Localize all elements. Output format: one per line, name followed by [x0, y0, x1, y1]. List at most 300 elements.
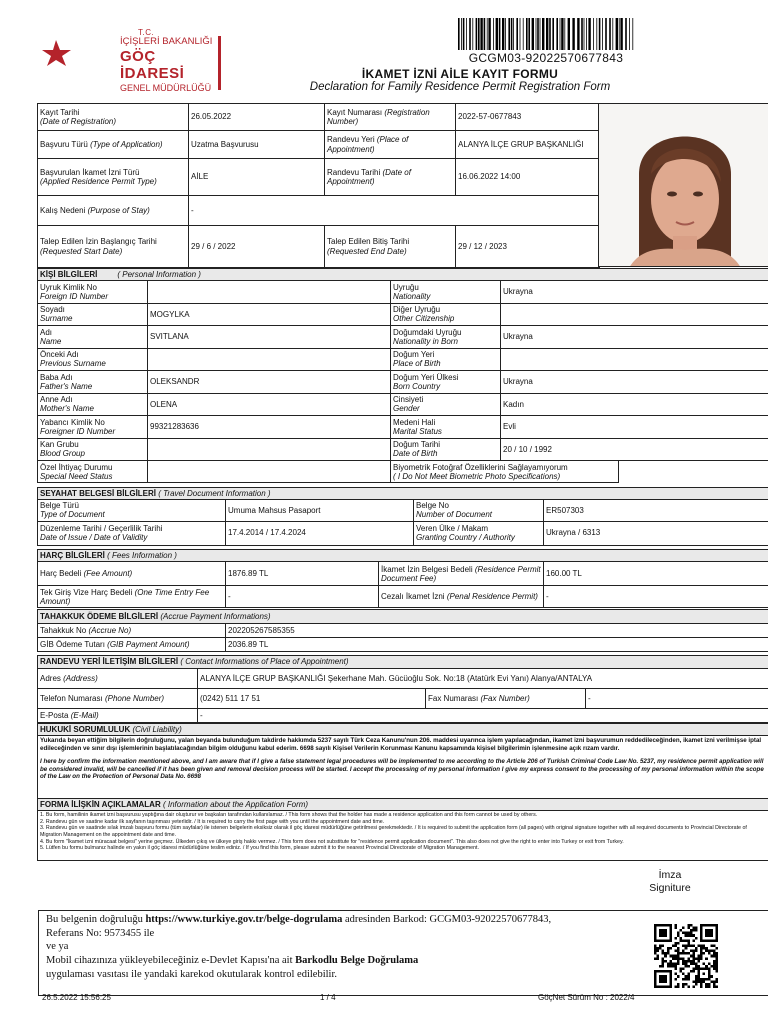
personal-right-label: Doğum Yeri Place of Birth [391, 348, 501, 371]
qr-module [700, 957, 703, 960]
qr-module [703, 962, 706, 965]
qr-module [703, 952, 706, 955]
contact-table [37, 655, 768, 723]
personal-label: Kan Grubu Blood Group [38, 438, 148, 461]
page-title: İKAMET İZNİ AİLE KAYIT FORMU [361, 67, 559, 81]
phone-label: Telefon Numarası (Phone Number) [38, 689, 198, 709]
qr-module [692, 927, 695, 930]
qr-module [685, 939, 688, 942]
qr-module [708, 985, 711, 988]
qr-module [687, 952, 690, 955]
signature-label [640, 869, 700, 895]
personal-value: OLEKSANDR [148, 371, 391, 394]
qr-module [692, 960, 695, 963]
qr-module [680, 957, 683, 960]
qr-module [654, 952, 657, 955]
barcode-bar [532, 18, 534, 50]
qr-module [677, 960, 680, 963]
qr-module [659, 975, 667, 983]
personal-value [148, 348, 391, 371]
qr-module [659, 944, 662, 947]
civil-liability-header: HUKUKİ SORUMLULUK (Civil Liability) [38, 724, 768, 736]
qr-module [692, 985, 695, 988]
qr-module [654, 957, 657, 960]
accrual-row [38, 638, 768, 652]
qr-module [657, 947, 660, 950]
footer-datetime: 26.5.2022 15:56:25 [42, 993, 111, 1002]
barcode [458, 18, 634, 50]
personal-value: SVITLANA [148, 326, 391, 349]
barcode-bar [599, 18, 601, 50]
app-type-value: Uzatma Başvurusu [189, 131, 325, 159]
form-info-item: 3. Randevu gün ve saatinde sılak imzalı başvuru formu (tüm sayfalar) ile istenen belgelerin eksiksiz olarak il göç idaresi müdürlüğüne getirilmesi gerekmektedir. / It is required to submit the application form (all pages) with original signature together with all required documents to Provincial Directorate of Migration Management on the appointment date and time. [40, 825, 747, 839]
barcode-number: GCGM03-92022570677843 [468, 51, 624, 65]
qr-module [672, 962, 675, 965]
doc-type-label: Belge Türü Type of Document [38, 500, 226, 521]
qr-module [692, 962, 695, 965]
barcode-bar [556, 18, 558, 50]
doc-type-value: Umuma Mahsus Pasaport [226, 500, 414, 521]
barcode-bar [528, 18, 530, 50]
qr-module [674, 962, 677, 965]
qr-module [659, 965, 662, 968]
qr-module [674, 985, 677, 988]
qr-module [692, 957, 695, 960]
form-info-item: 4. Bu form "İkamet izni müracaat belgesi" yerine geçmez. Ülkeden çıkış ve ülkeye giriş hakkı vermez. / This form does not substitute for "residence permit application document". This also does not give the right to enter into Turkey or exit from Turkey. [40, 838, 624, 845]
qr-module [695, 975, 698, 978]
personal-right-value: 20 / 10 / 1992 [501, 438, 768, 461]
personal-right-value: Ukrayna [501, 326, 768, 349]
qr-module [705, 947, 708, 950]
doc-no-value: ER507303 [544, 500, 768, 521]
personal-right-label: Diğer Uyruğu Other Citizenship [391, 303, 501, 326]
personal-info-row [38, 371, 768, 394]
personal-info-rows [38, 281, 768, 461]
personal-right-label: Medeni Hali Marital Status [391, 416, 501, 439]
qr-module [695, 983, 698, 986]
appt-date-label: Randevu Tarihi (Date of Appointment) [325, 159, 456, 196]
qr-module [698, 955, 701, 958]
verify-app-name: Barkodlu Belge Doğrulama [295, 954, 419, 966]
barcode-bar [516, 18, 518, 50]
civil-liability-tr: Yukarıda beyan ettiğim bilgilerin doğruluğunu, yalan beyanda bulunduğum takdirde hakkımda 5237 sayılı Türk Ceza Kanunu'nun 206. maddesi uyarınca işlem yapılacağından, ikamet izni başvurumun reddedileceğinden, ikamet izni verilmişse iptal edileceğinden ve sınır dışı işlemlerinin başlatılacağından bilgim olduğunu kabul ederim. 6698 sayılı Kişisel Verilerin Korunması Kanunu kapsamında kişisel bilgilerimin işlenmesine açık rızam vardır. [40, 737, 762, 752]
barcode-bar [488, 18, 490, 50]
qr-module [669, 955, 672, 958]
barcode-bar [508, 18, 510, 50]
qr-module [687, 978, 690, 981]
qr-module [690, 955, 693, 958]
barcode-bar [620, 18, 622, 50]
qr-module [669, 962, 672, 965]
qr-module [700, 980, 703, 983]
barcode-bar [542, 18, 544, 50]
qr-module [685, 947, 688, 950]
qr-module [695, 978, 698, 981]
penal-value: - [544, 586, 768, 608]
qr-module [682, 939, 685, 942]
qr-module [682, 950, 685, 953]
qr-module [659, 929, 667, 937]
qr-module [672, 955, 675, 958]
qr-module [713, 955, 716, 958]
qr-module [690, 944, 693, 947]
accrual-row [38, 624, 768, 638]
fax-value: - [586, 689, 768, 709]
qr-module [654, 950, 657, 953]
barcode-bar [568, 18, 570, 50]
qr-module [682, 952, 685, 955]
qr-module [687, 960, 690, 963]
barcode-bar [513, 18, 514, 50]
barcode-bar [616, 18, 618, 50]
doc-fee-value: 160.00 TL [544, 562, 768, 586]
accrual-header: TAHAKKUK ÖDEME BİLGİLERİ (Accrue Payment Informations) [38, 610, 768, 624]
civil-liability-row [38, 736, 768, 808]
barcode-bar [561, 18, 563, 50]
barcode-bar [564, 18, 565, 50]
logo-line-3: GÖÇ İDARESİ [120, 48, 185, 83]
footer-version: GöçNet Sürüm No : 2022/4 [538, 993, 635, 1002]
qr-module [664, 960, 667, 963]
form-info-item: 2. Randevu gün ve saatine kadar ilk sayfanın taşınması yeterlidir. / It is required to carry the first page with you until the appointment date and time. [40, 818, 385, 825]
qr-module [674, 957, 677, 960]
barcode-bar [625, 18, 627, 50]
qr-module [708, 983, 711, 986]
barcode-bar [549, 18, 551, 50]
barcode-bar [596, 18, 597, 50]
qr-module [657, 955, 660, 958]
barcode-bar [472, 18, 473, 50]
qr-module [692, 950, 695, 953]
qr-module [698, 957, 701, 960]
barcode-bar [461, 18, 462, 50]
place-label: Randevu Yeri (Place of Appointment) [325, 131, 456, 159]
country-value: Ukrayna / 6313 [544, 521, 768, 545]
barcode-bar [536, 18, 537, 50]
qr-module [700, 950, 703, 953]
qr-module [692, 939, 695, 942]
qr-module [687, 985, 690, 988]
qr-code [654, 924, 718, 988]
qr-module [692, 970, 695, 973]
qr-module [715, 952, 718, 955]
barcode-bar [581, 18, 583, 50]
qr-module [695, 927, 698, 930]
barcode-bar [572, 18, 574, 50]
registration-table [37, 103, 600, 268]
verify-text-2: adresinden Barkod: GCGM03-92022570677843, [342, 914, 552, 925]
qr-module [672, 965, 675, 968]
qr-module [682, 962, 685, 965]
qr-module [667, 950, 670, 953]
qr-module [700, 944, 703, 947]
qr-module [667, 962, 670, 965]
special-need-value [148, 461, 391, 483]
qr-module [715, 947, 718, 950]
contact-row [38, 709, 768, 723]
qr-module [674, 965, 677, 968]
qr-module [713, 968, 716, 971]
qr-module [667, 947, 670, 950]
registration-row [38, 104, 600, 131]
qr-module [674, 950, 677, 953]
qr-module [703, 944, 706, 947]
qr-module [682, 985, 685, 988]
qr-module [677, 957, 680, 960]
personal-right-value: Evli [501, 416, 768, 439]
start-date-value: 29 / 6 / 2022 [189, 226, 325, 268]
qr-module [710, 980, 713, 983]
personal-right-label: Cinsiyeti Gender [391, 393, 501, 416]
qr-module [687, 965, 690, 968]
qr-module [682, 973, 685, 976]
travel-doc-row [38, 521, 768, 545]
qr-module [695, 980, 698, 983]
fees-header: HARÇ BİLGİLERİ ( Fees Information ) [38, 550, 768, 562]
qr-module [685, 962, 688, 965]
barcode-bar [526, 18, 528, 50]
doc-no-label: Belge No Number of Document [414, 500, 544, 521]
barcode-bar [499, 18, 501, 50]
verification-link[interactable]: https://www.turkiye.gov.tr/belge-dogrulama [145, 914, 343, 925]
applicant-photo [598, 103, 768, 267]
personal-label: Uyruk Kimlik No Foreign ID Number [38, 281, 148, 304]
personal-value [148, 438, 391, 461]
barcode-bar [493, 18, 494, 50]
phone-value: (0242) 511 17 51 [198, 689, 426, 709]
qr-module [682, 932, 685, 935]
personal-label: Adı Name [38, 326, 148, 349]
qr-module [690, 934, 693, 937]
qr-module [669, 965, 672, 968]
qr-module [695, 957, 698, 960]
qr-module [677, 955, 680, 958]
qr-module [715, 968, 718, 971]
permit-type-label: Başvurulan İkamet İzni Türü (Applied Residence Permit Type) [38, 159, 189, 196]
qr-module [713, 985, 716, 988]
start-date-label: Talep Edilen İzin Başlangıç Tarihi (Requested Start Date) [38, 226, 189, 268]
qr-module [690, 932, 693, 935]
qr-module [682, 978, 685, 981]
verify-text-3: Mobil cihazınıza yükleyebileceğiniz e-Devlet Kapısı'na ait [46, 954, 296, 966]
qr-module [700, 947, 703, 950]
payment-amount-label: GİB Ödeme Tutarı (GIB Payment Amount) [38, 638, 226, 652]
qr-module [662, 962, 665, 965]
qr-module [654, 947, 657, 950]
qr-module [700, 955, 703, 958]
barcode-bar [546, 18, 548, 50]
appt-date-value: 16.06.2022 14:00 [456, 159, 600, 196]
qr-module [687, 927, 690, 930]
qr-module [685, 932, 688, 935]
qr-module [677, 975, 680, 978]
qr-module [715, 962, 718, 965]
qr-module [690, 950, 693, 953]
barcode-bar [511, 18, 513, 50]
page-subtitle: Declaration for Family Residence Permit Registration Form [309, 81, 611, 93]
contact-header: RANDEVU YERİ İLETİŞİM BİLGİLERİ ( Contact Informations of Place of Appointment) [38, 656, 768, 669]
qr-module [664, 952, 667, 955]
qr-module [710, 944, 713, 947]
qr-module [657, 957, 660, 960]
qr-module [662, 944, 665, 947]
qr-module [687, 957, 690, 960]
qr-module [667, 952, 670, 955]
qr-module [680, 939, 683, 942]
qr-module [674, 924, 677, 927]
qr-module [690, 924, 693, 927]
qr-module [687, 944, 690, 947]
barcode-bar [496, 18, 498, 50]
qr-module [677, 947, 680, 950]
qr-module [692, 929, 695, 932]
qr-module [654, 944, 657, 947]
qr-module [695, 965, 698, 968]
personal-value: MOGYLKA [148, 303, 391, 326]
qr-module [705, 985, 708, 988]
qr-module [715, 970, 718, 973]
barcode-bar [584, 18, 585, 50]
qr-module [715, 955, 718, 958]
address-value: ALANYA İLÇE GRUP BAŞKANLIĞI Şekerhane Mah. Gücüoğlu Sok. No:18 (Atatürk Evi Yanı) Alanya/ANTALYA [198, 669, 768, 689]
personal-right-value: Ukrayna [501, 371, 768, 394]
form-info-item: 5. Lütfen bu formu bulmanız halinde en yakın il göç idaresi müdürlüğüne teslim ediniz. / If you find this form, please submit it to the nearest Provincial Directorate of Migration Management. [40, 845, 479, 852]
verify-or: ve ya [46, 941, 69, 953]
personal-info-row [38, 303, 768, 326]
barcode-bar [540, 18, 541, 50]
barcode-bar [505, 18, 506, 50]
qr-module [700, 983, 703, 986]
form-info-row [38, 811, 768, 861]
accrue-no-value: 202205267585355 [226, 624, 768, 638]
barcode-bar [520, 18, 521, 50]
registration-row [38, 226, 600, 268]
qr-module [682, 957, 685, 960]
qr-module [682, 983, 685, 986]
star-icon [42, 40, 71, 66]
logo-line-2: İÇİŞLERİ BAKANLIĞI [120, 36, 213, 48]
personal-label: Anne Adı Mother's Name [38, 393, 148, 416]
barcode-bar [523, 18, 524, 50]
personal-label: Önceki Adı Previous Surname [38, 348, 148, 371]
qr-module [695, 962, 698, 965]
qr-module [705, 929, 713, 937]
barcode-bar [586, 18, 587, 50]
registration-row [38, 159, 600, 196]
qr-module [667, 965, 670, 968]
qr-module [703, 973, 706, 976]
barcode-bar [469, 18, 471, 50]
accrual-header-row [38, 610, 768, 624]
portrait-image [599, 104, 768, 267]
qr-module [705, 957, 708, 960]
personal-label: Baba Adı Father's Name [38, 371, 148, 394]
footer-page: 1 / 4 [320, 993, 336, 1002]
qr-module [680, 929, 683, 932]
form-info-list [38, 811, 768, 861]
travel-doc-header: SEYAHAT BELGESİ BİLGİLERİ ( Travel Document Information ) [38, 488, 768, 500]
personal-right-label: Doğumdaki Uyruğu Nationality in Born [391, 326, 501, 349]
qr-module [708, 962, 711, 965]
barcode-bar [629, 18, 630, 50]
personal-right-value: Ukrayna [501, 281, 768, 304]
qr-module [682, 960, 685, 963]
form-info-header-row [38, 799, 768, 811]
crescent-icon [59, 30, 118, 91]
end-date-label: Talep Edilen Bitiş Tarihi (Requested End Date) [325, 226, 456, 268]
qr-module [713, 962, 716, 965]
purpose-label: Kalış Nedeni (Purpose of Stay) [38, 196, 189, 226]
qr-module [692, 980, 695, 983]
qr-module [672, 957, 675, 960]
logo-text [120, 28, 220, 93]
issue-date-value: 17.4.2014 / 17.4.2024 [226, 521, 414, 545]
qr-module [713, 983, 716, 986]
reg-date-value: 26.05.2022 [189, 104, 325, 131]
form-info-item: 1. Bu form, hamilinin ikamet izni başvurusu yaptığına dair oluşturur ve başkaları tarafından kullanılamaz. / This form shows that the holder has made a residence application and this form cannot be used by others. [40, 812, 538, 819]
qr-module [695, 929, 698, 932]
qr-module [710, 975, 713, 978]
barcode-bar [552, 18, 554, 50]
civil-liability-header-row [38, 724, 768, 736]
qr-module [692, 952, 695, 955]
qr-module [674, 942, 677, 945]
qr-module [713, 950, 716, 953]
qr-module [708, 952, 711, 955]
qr-module [705, 965, 708, 968]
qr-module [690, 929, 693, 932]
barcode-bar [478, 18, 480, 50]
accrual-table [37, 609, 768, 652]
qr-module [672, 944, 675, 947]
contact-row [38, 689, 768, 709]
qr-module [669, 960, 672, 963]
qr-module [687, 973, 690, 976]
barcode-bar [619, 18, 620, 50]
personal-right-label: Doğum Tarihi Date of Birth [391, 438, 501, 461]
qr-module [692, 968, 695, 971]
qr-module [685, 975, 688, 978]
qr-module [674, 978, 677, 981]
form-info-header: FORMA İLİŞKİN AÇIKLAMALAR ( Information about the Application Form) [38, 799, 768, 811]
personal-info-row [38, 393, 768, 416]
personal-info-table [37, 268, 768, 483]
qr-module [685, 983, 688, 986]
personal-info-header: KİŞİ BİLGİLERİ ( Personal Information ) [38, 269, 768, 281]
barcode-bar [588, 18, 590, 50]
signature-en: Signiture [649, 882, 691, 895]
qr-module [669, 947, 672, 950]
barcode-bar [577, 18, 579, 50]
personal-label: Yabancı Kimlik No Foreigner ID Number [38, 416, 148, 439]
reg-date-label: Kayıt Tarihi (Date of Registration) [38, 104, 189, 131]
biometric-note: Biyometrik Fotoğraf Özelliklerini Sağlayamıyorum ( I Do Not Meet Biometric Photo Specifications) [391, 461, 619, 483]
permit-type-value: AİLE [189, 159, 325, 196]
logo-divider [218, 36, 221, 90]
qr-module [680, 970, 683, 973]
app-type-label: Başvuru Türü (Type of Application) [38, 131, 189, 159]
special-need-label: Özel İhtiyaç Durumu Special Need Status [38, 461, 148, 483]
qr-module [698, 960, 701, 963]
email-value: - [198, 709, 768, 723]
qr-module [695, 968, 698, 971]
qr-module [703, 947, 706, 950]
reg-no-value: 2022-57-0677843 [456, 104, 600, 131]
qr-module [695, 937, 698, 940]
barcode-bar [463, 18, 465, 50]
qr-module [710, 950, 713, 953]
qr-module [690, 962, 693, 965]
